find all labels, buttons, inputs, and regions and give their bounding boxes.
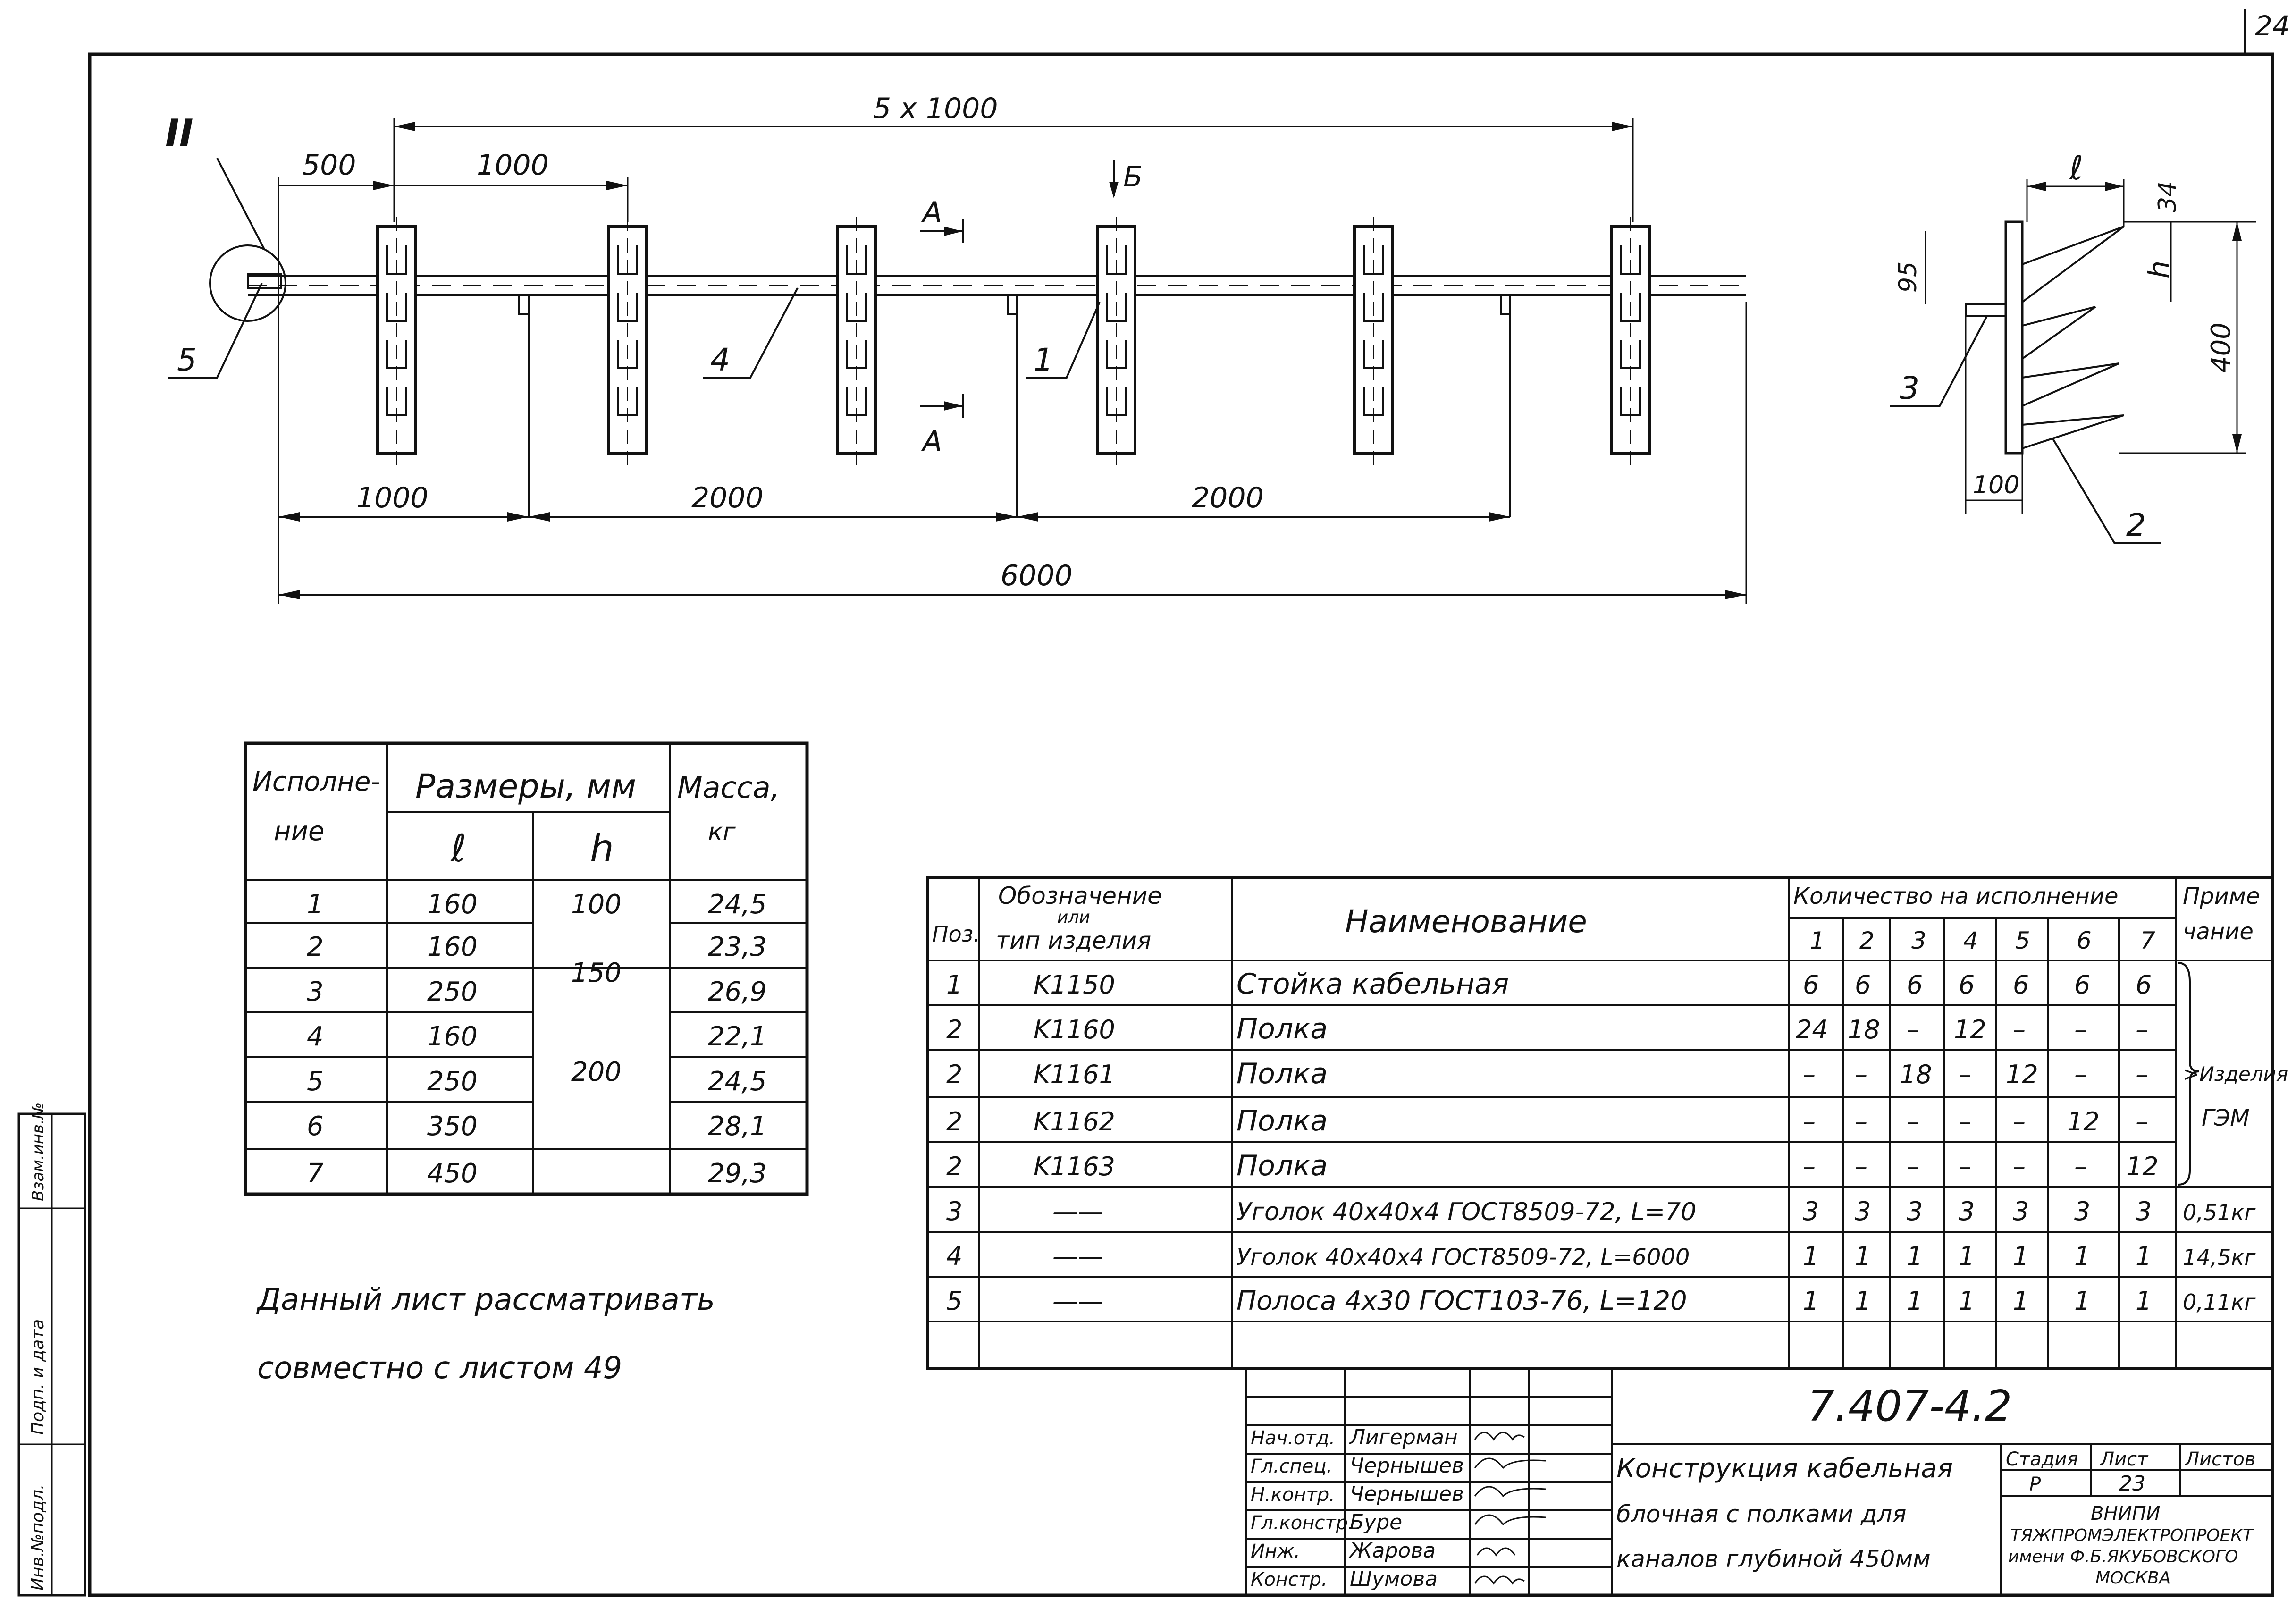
spec-row-7-des: —— — [1052, 1241, 1103, 1271]
spec-hdr-des-3: тип изделия — [996, 927, 1152, 954]
leader-1: 1 — [1034, 342, 1053, 378]
spec-row-1-q1: 6 — [1803, 970, 1819, 1000]
size-row-6-m: 28,1 — [708, 1111, 767, 1142]
leader-4: 4 — [710, 342, 730, 378]
spec-row-6-q2: 3 — [1855, 1196, 1871, 1226]
tb-role-4: Гл.констр. — [1251, 1512, 1354, 1534]
size-row-5-m: 24,5 — [708, 1066, 767, 1097]
callout-II: II — [165, 111, 193, 155]
spec-row-6-note: 0,51кг — [2183, 1200, 2256, 1225]
spec-row-4-q3: – — [1907, 1107, 1919, 1137]
tb-role-6: Констр. — [1251, 1569, 1328, 1591]
dim-5x1000: 5 x 1000 — [873, 92, 998, 125]
tb-role-3: Н.контр. — [1251, 1484, 1335, 1506]
tb-sheet-label: Лист — [2100, 1449, 2148, 1470]
spec-hdr-v3: 3 — [1911, 927, 1926, 954]
size-row-6-l: 350 — [427, 1111, 478, 1142]
size-row-5-v: 5 — [307, 1066, 324, 1097]
size-row-2-v: 2 — [307, 932, 324, 962]
spec-row-6-q6: 3 — [2074, 1196, 2091, 1226]
size-row-1-v: 1 — [307, 889, 324, 920]
tb-code: 7.407-4.2 — [1808, 1381, 2012, 1431]
spec-hdr-name: Наименование — [1345, 903, 1587, 940]
spec-row-1-q6: 6 — [2074, 970, 2091, 1000]
size-row-6-v: 6 — [307, 1111, 324, 1142]
spec-row-1-q4: 6 — [1959, 970, 1975, 1000]
dim-2000-b: 2000 — [1192, 481, 1264, 514]
tb-role-1: Нач.отд. — [1251, 1427, 1336, 1449]
size-row-4-m: 22,1 — [708, 1021, 767, 1052]
spec-note-products: >Изделия — [2183, 1062, 2288, 1086]
spec-row-7-q3: 1 — [1907, 1241, 1923, 1271]
tb-name-3: Чернышев — [1350, 1482, 1464, 1506]
hdr-variant-2: ние — [274, 816, 325, 847]
tb-name-4: Буре — [1350, 1510, 1403, 1534]
spec-hdr-v7: 7 — [2140, 927, 2155, 954]
spec-row-5-q2: – — [1855, 1152, 1867, 1181]
spec-row-8-name: Полоса 4х30 ГОСТ103-76, L=120 — [1236, 1286, 1687, 1316]
spec-row-7-q5: 1 — [2013, 1241, 2029, 1271]
tb-title-3: каналов глубиной 450мм — [1616, 1545, 1931, 1573]
spec-row-5-q6: – — [2074, 1152, 2087, 1181]
spec-row-1-q3: 6 — [1907, 970, 1923, 1000]
spec-row-8-q3: 1 — [1907, 1286, 1923, 1316]
dim-6000: 6000 — [1001, 559, 1073, 592]
hdr-mass-2: кг — [708, 818, 736, 846]
tb-name-1: Лигерман — [1350, 1425, 1458, 1449]
spec-row-1-q5: 6 — [2013, 970, 2029, 1000]
spec-row-2-q3: – — [1907, 1015, 1919, 1044]
side-view — [1890, 149, 2256, 543]
spec-row-4-q1: – — [1803, 1107, 1816, 1137]
leader-5: 5 — [177, 342, 197, 378]
page-number: 24 — [2255, 10, 2290, 42]
hdr-h: h — [590, 826, 614, 870]
spec-hdr-des-2: или — [1057, 908, 1090, 927]
tb-sheets-label: Листов — [2185, 1449, 2256, 1470]
spec-hdr-v5: 5 — [2015, 927, 2030, 954]
spec-row-2-name: Полка — [1236, 1012, 1328, 1045]
note-line-2: совместно с листом 49 — [257, 1351, 622, 1386]
tb-name-2: Чернышев — [1350, 1454, 1464, 1478]
stamp-replace-label: Взам.инв.№ — [29, 1102, 48, 1201]
spec-hdr-v1: 1 — [1810, 927, 1825, 954]
tb-org-3: имени Ф.Б.ЯКУБОВСКОГО — [2008, 1547, 2238, 1566]
spec-row-8-q1: 1 — [1803, 1286, 1819, 1316]
spec-row-8-q2: 1 — [1855, 1286, 1871, 1316]
spec-row-4-q6: 12 — [2067, 1107, 2100, 1137]
dim-500: 500 — [302, 149, 356, 182]
note-line-1: Данный лист рассматривать — [257, 1282, 715, 1317]
spec-row-6-name: Уголок 40х40х4 ГОСТ8509-72, L=70 — [1236, 1198, 1697, 1226]
spec-hdr-v4: 4 — [1963, 927, 1978, 954]
spec-row-8-pos: 5 — [946, 1286, 963, 1316]
size-h-100: 100 — [571, 889, 622, 920]
size-h-150: 150 — [571, 958, 622, 988]
spec-row-1-q7: 6 — [2136, 970, 2152, 1000]
spec-row-1-pos: 1 — [946, 970, 963, 1000]
size-row-2-m: 23,3 — [708, 932, 767, 962]
tb-name-6: Шумова — [1350, 1567, 1438, 1591]
size-row-3-m: 26,9 — [708, 977, 767, 1007]
spec-row-4-name: Полка — [1236, 1104, 1328, 1137]
spec-hdr-pos: Поз. — [932, 921, 980, 947]
spec-row-2-q7: – — [2136, 1015, 2148, 1044]
stamp-inv-label: Инв.№подл. — [28, 1484, 48, 1591]
spec-row-1-q2: 6 — [1855, 970, 1871, 1000]
spec-row-7-note: 14,5кг — [2183, 1245, 2256, 1270]
spec-row-6-q1: 3 — [1803, 1196, 1819, 1226]
tb-org-1: ВНИПИ — [2091, 1503, 2161, 1524]
spec-row-8-q6: 1 — [2074, 1286, 2091, 1316]
spec-row-3-q7: – — [2136, 1060, 2148, 1089]
spec-row-4-q7: – — [2136, 1107, 2148, 1137]
side-dim-400: 400 — [2206, 322, 2237, 373]
spec-row-5-name: Полка — [1236, 1149, 1328, 1182]
spec-row-5-q3: – — [1907, 1152, 1919, 1181]
spec-row-6-q5: 3 — [2013, 1196, 2029, 1226]
spec-hdr-v6: 6 — [2077, 927, 2092, 954]
spec-row-6-q4: 3 — [1959, 1196, 1975, 1226]
view-B-label: Б — [1123, 160, 1143, 194]
spec-row-3-q6: – — [2074, 1060, 2087, 1089]
spec-row-6-pos: 3 — [946, 1196, 963, 1226]
spec-row-6-des: —— — [1052, 1196, 1103, 1226]
size-row-7-m: 29,3 — [708, 1158, 767, 1189]
side-dim-95: 95 — [1894, 261, 1922, 293]
spec-row-7-q6: 1 — [2074, 1241, 2091, 1271]
spec-row-2-q6: – — [2074, 1015, 2087, 1044]
size-row-7-l: 450 — [427, 1158, 478, 1189]
side-dim-h: h — [2143, 260, 2176, 278]
spec-row-3-q2: – — [1855, 1060, 1867, 1089]
spec-row-5-des: K1163 — [1034, 1152, 1115, 1181]
spec-row-4-q5: – — [2013, 1107, 2026, 1137]
spec-row-5-q7: 12 — [2126, 1152, 2159, 1181]
spec-row-2-q1: 24 — [1796, 1015, 1828, 1044]
size-table — [245, 743, 807, 1194]
side-stamp — [19, 1103, 85, 1595]
size-h-200: 200 — [571, 1057, 622, 1087]
spec-row-3-q1: – — [1803, 1060, 1816, 1089]
size-row-2-l: 160 — [427, 932, 478, 962]
spec-row-2-pos: 2 — [946, 1015, 963, 1044]
tb-org-4: МОСКВА — [2095, 1568, 2171, 1588]
spec-row-3-des: K1161 — [1034, 1060, 1115, 1089]
spec-row-5-q1: – — [1803, 1152, 1816, 1181]
side-dim-34: 34 — [2153, 181, 2182, 212]
spec-row-8-q7: 1 — [2136, 1286, 2152, 1316]
spec-row-7-q1: 1 — [1803, 1241, 1819, 1271]
spec-row-7-pos: 4 — [946, 1241, 963, 1271]
spec-row-6-q7: 3 — [2136, 1196, 2152, 1226]
spec-row-7-q2: 1 — [1855, 1241, 1871, 1271]
size-row-5-l: 250 — [427, 1066, 478, 1097]
spec-row-5-pos: 2 — [946, 1152, 963, 1181]
size-row-4-l: 160 — [427, 1021, 478, 1052]
tb-stage-label: Стадия — [2006, 1449, 2078, 1470]
spec-row-4-q2: – — [1855, 1107, 1867, 1137]
size-row-3-l: 250 — [427, 977, 478, 1007]
size-row-1-m: 24,5 — [708, 889, 767, 920]
size-row-3-v: 3 — [307, 977, 324, 1007]
title-block — [1246, 1369, 2272, 1595]
spec-row-8-q4: 1 — [1959, 1286, 1975, 1316]
spec-row-1-name: Стойка кабельная — [1236, 968, 1509, 1001]
signatures — [1475, 1432, 1546, 1583]
dim-2000-a: 2000 — [691, 481, 764, 514]
hdr-sizes: Размеры, мм — [415, 767, 637, 806]
spec-note-gem: ГЭМ — [2202, 1105, 2250, 1131]
elevation-drawing — [165, 92, 1746, 604]
hdr-mass-1: Масса, — [677, 770, 780, 805]
tb-sheet: 23 — [2119, 1472, 2145, 1496]
tb-role-5: Инж. — [1251, 1541, 1300, 1562]
dim-1000-bottom: 1000 — [356, 481, 429, 514]
spec-row-5-q4: – — [1959, 1152, 1971, 1181]
spec-hdr-des-1: Обозначение — [998, 882, 1162, 910]
size-row-1-l: 160 — [427, 889, 478, 920]
tb-org-2: ТЯЖПРОМЭЛЕКТРОПРОЕКТ — [2010, 1526, 2253, 1545]
spec-row-7-q4: 1 — [1959, 1241, 1975, 1271]
tb-title-2: блочная с полками для — [1616, 1500, 1907, 1528]
spec-hdr-note-1: Приме — [2183, 883, 2260, 910]
spec-hdr-note-2: чание — [2183, 918, 2254, 945]
section-A-top: A — [923, 196, 942, 229]
side-dim-100: 100 — [1973, 471, 2020, 499]
spec-row-2-des: K1160 — [1034, 1015, 1115, 1044]
stamp-sign-label: Подп. и дата — [28, 1319, 48, 1435]
spec-row-2-q4: 12 — [1954, 1015, 1986, 1044]
spec-row-4-des: K1162 — [1034, 1107, 1115, 1137]
spec-row-8-q5: 1 — [2013, 1286, 2029, 1316]
side-dim-l: ℓ — [2069, 149, 2083, 187]
spec-row-6-q3: 3 — [1907, 1196, 1923, 1226]
section-A-bottom: A — [923, 425, 942, 458]
spec-row-3-q4: – — [1959, 1060, 1971, 1089]
tb-role-2: Гл.спец. — [1251, 1456, 1333, 1477]
spec-table — [927, 878, 2288, 1369]
tb-stage: Р — [2029, 1474, 2041, 1495]
spec-row-2-q2: 18 — [1848, 1015, 1880, 1044]
spec-row-8-note: 0,11кг — [2183, 1289, 2256, 1315]
spec-row-4-pos: 2 — [946, 1107, 963, 1137]
leader-3: 3 — [1900, 370, 1919, 406]
leader-2: 2 — [2126, 507, 2146, 543]
dim-1000-top: 1000 — [477, 149, 549, 182]
spec-row-1-des: K1150 — [1034, 970, 1115, 1000]
tb-title-1: Конструкция кабельная — [1616, 1453, 1953, 1484]
spec-row-8-des: —— — [1052, 1286, 1103, 1316]
hdr-variant-1: Исполне- — [252, 766, 380, 797]
spec-row-3-pos: 2 — [946, 1060, 963, 1089]
spec-row-4-q4: – — [1959, 1107, 1971, 1137]
spec-row-7-name: Уголок 40х40х4 ГОСТ8509-72, L=6000 — [1236, 1244, 1690, 1271]
tb-name-5: Жарова — [1350, 1539, 1436, 1563]
spec-row-3-q3: 18 — [1900, 1060, 1932, 1089]
spec-row-5-q5: – — [2013, 1152, 2026, 1181]
spec-row-2-q5: – — [2013, 1015, 2026, 1044]
spec-row-7-q7: 1 — [2136, 1241, 2152, 1271]
spec-hdr-v2: 2 — [1859, 927, 1875, 954]
spec-row-3-q5: 12 — [2006, 1060, 2038, 1089]
size-row-7-v: 7 — [307, 1158, 324, 1189]
size-row-4-v: 4 — [307, 1021, 324, 1052]
hdr-l: ℓ — [451, 826, 467, 870]
spec-row-3-name: Полка — [1236, 1057, 1328, 1090]
spec-hdr-qty: Количество на исполнение — [1793, 883, 2119, 910]
